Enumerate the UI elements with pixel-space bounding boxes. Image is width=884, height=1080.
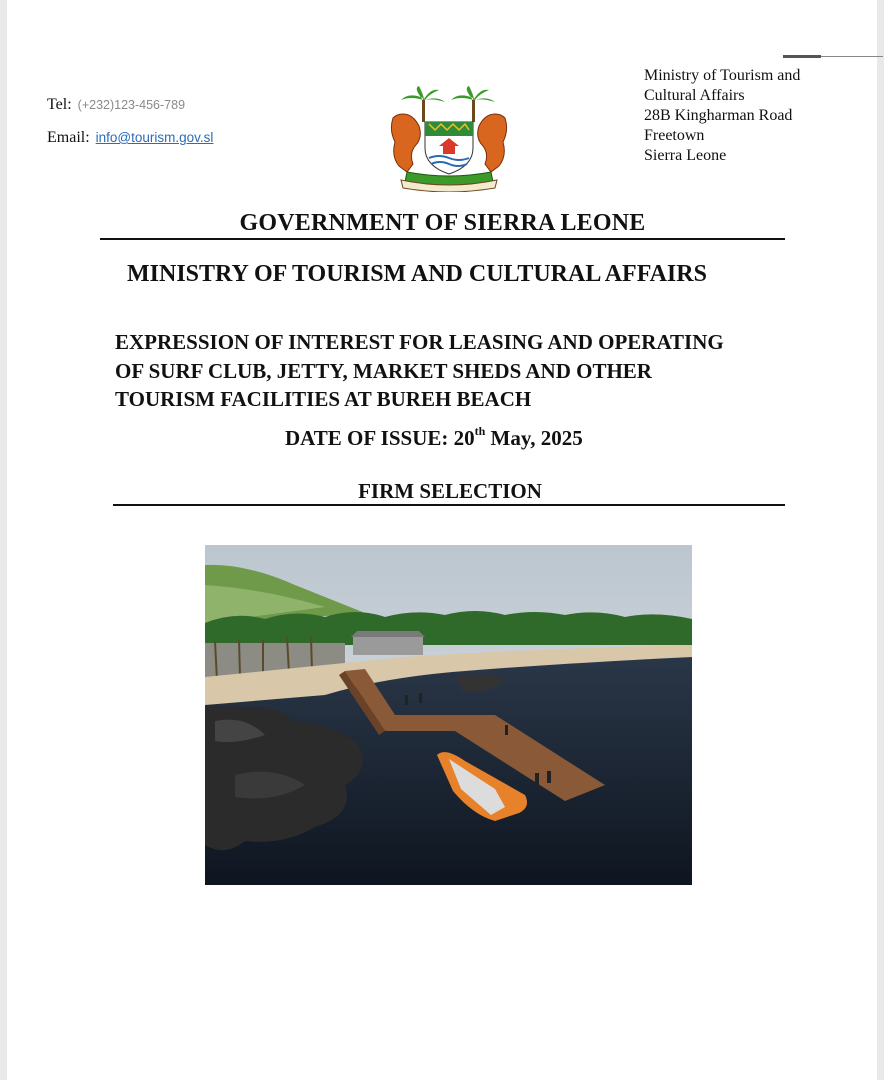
document-page bbox=[7, 0, 877, 1080]
title-divider bbox=[100, 238, 785, 240]
date-prefix: DATE OF ISSUE: 20 bbox=[285, 426, 475, 450]
government-title: GOVERNMENT OF SIERRA LEONE bbox=[239, 210, 646, 236]
ministry-address bbox=[644, 66, 800, 166]
date-ordinal: th bbox=[474, 424, 486, 438]
coat-of-arms-icon bbox=[387, 86, 511, 192]
address-line: Freetown bbox=[644, 127, 705, 144]
eoi-line: EXPRESSION OF INTEREST FOR LEASING AND OPERATING bbox=[115, 330, 724, 354]
firm-selection-heading: FIRM SELECTION bbox=[358, 479, 542, 503]
email-line bbox=[47, 129, 213, 147]
email-link[interactable]: info@tourism.gov.sl bbox=[95, 130, 214, 145]
address-line: Cultural Affairs bbox=[644, 87, 745, 104]
email-label: Email: bbox=[47, 129, 90, 146]
eoi-heading bbox=[115, 328, 805, 414]
address-line: Ministry of Tourism and bbox=[644, 67, 801, 84]
address-line: Sierra Leone bbox=[644, 147, 727, 164]
ministry-title: MINISTRY OF TOURISM AND CULTURAL AFFAIRS bbox=[127, 261, 707, 287]
tel-label: Tel: bbox=[47, 96, 72, 113]
address-line: 28B Kingharman Road bbox=[644, 107, 793, 124]
corner-rule bbox=[783, 56, 883, 57]
tel-value: (+232)123-456-789 bbox=[77, 98, 186, 112]
date-of-issue bbox=[285, 426, 583, 451]
tel-line bbox=[47, 96, 185, 114]
date-suffix: May, 2025 bbox=[485, 426, 583, 450]
eoi-line: TOURISM FACILITIES AT BUREH BEACH bbox=[115, 387, 532, 411]
eoi-line: OF SURF CLUB, JETTY, MARKET SHEDS AND OTHER bbox=[115, 358, 652, 383]
firm-divider bbox=[113, 504, 785, 506]
jetty-render-image bbox=[205, 545, 692, 885]
